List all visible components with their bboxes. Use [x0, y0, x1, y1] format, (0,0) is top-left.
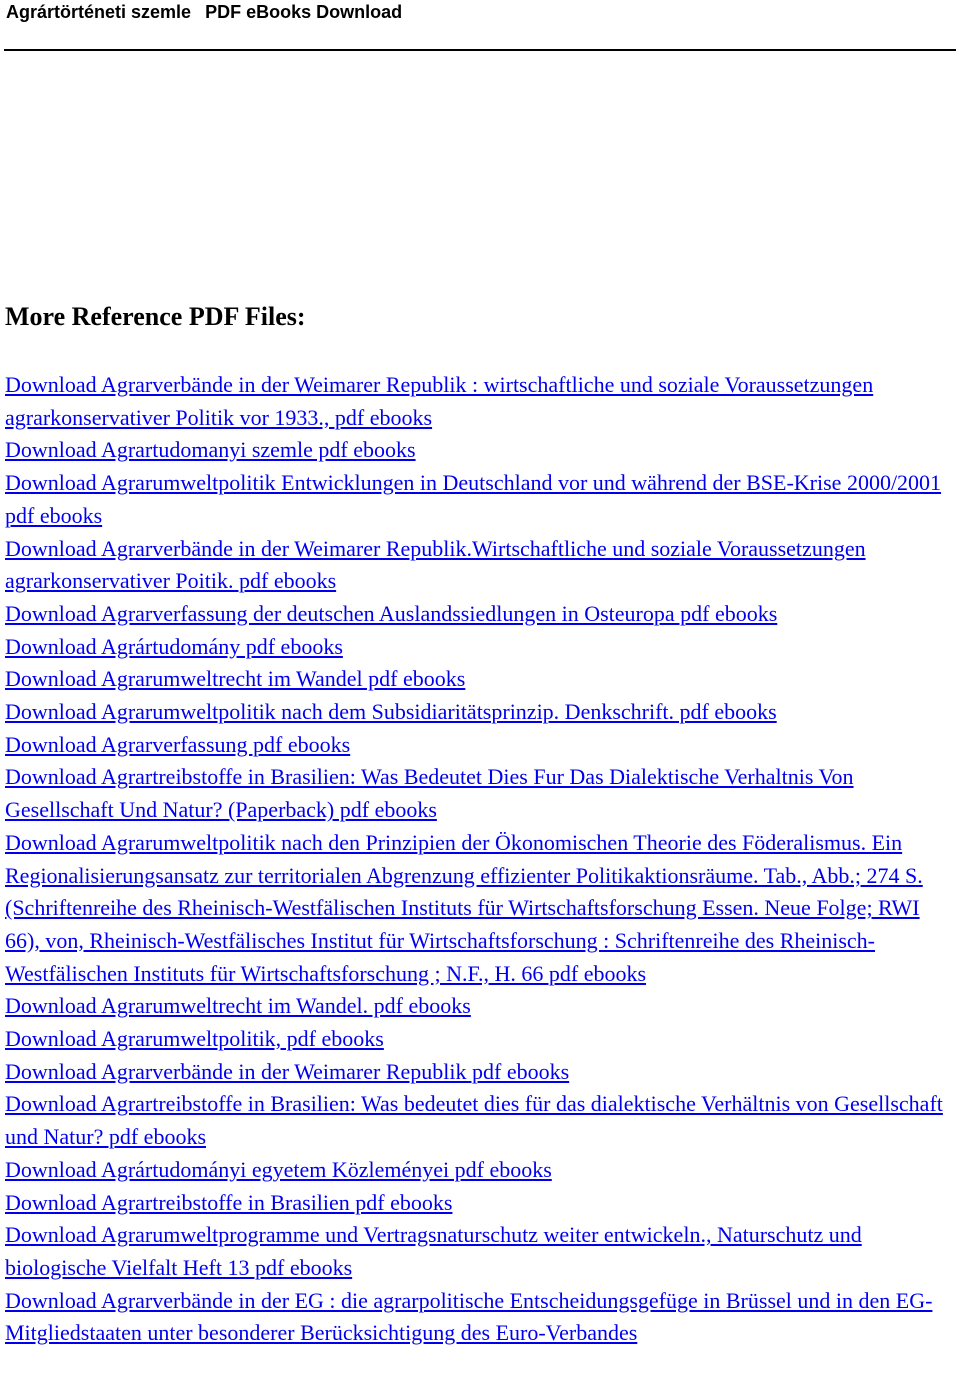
section-heading: More Reference PDF Files: — [5, 302, 306, 331]
reference-link[interactable]: Download Agrártudomány pdf ebooks — [5, 633, 343, 659]
reference-link[interactable]: Download Agrarumweltpolitik Entwicklungen in Deutschland vor und während der BSE-Krise 2000/2001 pdf ebooks — [5, 470, 942, 528]
reference-links-list — [5, 369, 955, 1350]
reference-link[interactable]: Download Agrarverbände in der Weimarer Republik.Wirtschaftliche und soziale Voraussetzungen agrarkonservativer Poitik. pdf ebooks — [5, 535, 866, 594]
reference-link[interactable]: Download Agrarverbände in der Weimarer Republik : wirtschaftliche und soziale Voraussetzungen agrarkonservativer Politik vor 1933., pdf ebooks — [5, 372, 874, 430]
reference-link[interactable]: Download Agrarverfassung der deutschen Auslandssiedlungen in Osteuropa pdf ebooks — [5, 600, 778, 626]
reference-link[interactable]: Download Agrarumweltpolitik nach den Prinzipien der Ökonomischen Theorie des Föderalismus. Ein Regionalisierungsansatz zur territorialen Abgrenzung effizienter Politikaktionsräume. Tab., Abb.; 274 S. (Schriftenreihe des Rheinisch-Westfälischen Instituts für Wirtschaftsforschung Essen. Neue Folge; RWI 66), von, Rheinisch-Westfälisches Institut für Wirtschaftsforschung : Schriftenreihe des Rheinisch-Westfälischen Instituts für Wirtschaftsforschung ; N.F., H. 66 pdf ebooks — [5, 829, 923, 986]
reference-link[interactable]: Download Agrarumweltrecht im Wandel. pdf ebooks — [5, 993, 471, 1019]
reference-link[interactable]: Download Agrarumweltrecht im Wandel pdf ebooks — [5, 666, 466, 692]
reference-link[interactable]: Download Agrartreibstoffe in Brasilien pdf ebooks — [5, 1189, 453, 1215]
reference-link[interactable]: Download Agrartreibstoffe in Brasilien: Was bedeutet dies für das dialektische Verhältnis von Gesellschaft und Natur? pdf ebooks — [5, 1091, 943, 1150]
page-header — [6, 0, 402, 24]
reference-link[interactable]: Download Agrarumweltprogramme und Vertragsnaturschutz weiter entwickeln., Naturschutz und biologische Vielfalt Heft 13 pdf ebooks — [5, 1222, 862, 1280]
reference-link[interactable]: Download Agrartreibstoffe in Brasilien: Was Bedeutet Dies Fur Das Dialektische Verhaltnis Von Gesellschaft Und Natur? (Paperback) pdf ebooks — [5, 764, 854, 823]
reference-link[interactable]: Download Agrarverbände in der EG : die agrarpolitische Entscheidungsgefüge in Brüssel und in den EG-Mitgliedstaaten unter besonderer Berücksichtigung des Euro-Verbandes — [5, 1287, 933, 1346]
reference-link[interactable]: Download Agrarverbände in der Weimarer Republik pdf ebooks — [5, 1058, 570, 1084]
reference-link[interactable]: Download Agrártudományi egyetem Közleményei pdf ebooks — [5, 1156, 552, 1182]
header-divider — [4, 49, 956, 51]
site-title: Agrártörténeti szemle — [6, 2, 192, 22]
reference-link[interactable]: Download Agrarverfassung pdf ebooks — [5, 731, 351, 757]
reference-link[interactable]: Download Agrartudomanyi szemle pdf ebooks — [5, 437, 416, 463]
reference-link[interactable]: Download Agrarumweltpolitik nach dem Subsidiaritätsprinzip. Denkschrift. pdf ebooks — [5, 699, 777, 725]
reference-link[interactable]: Download Agrarumweltpolitik, pdf ebooks — [5, 1026, 384, 1052]
pdf-ebooks-label: PDF eBooks Download — [205, 2, 403, 22]
